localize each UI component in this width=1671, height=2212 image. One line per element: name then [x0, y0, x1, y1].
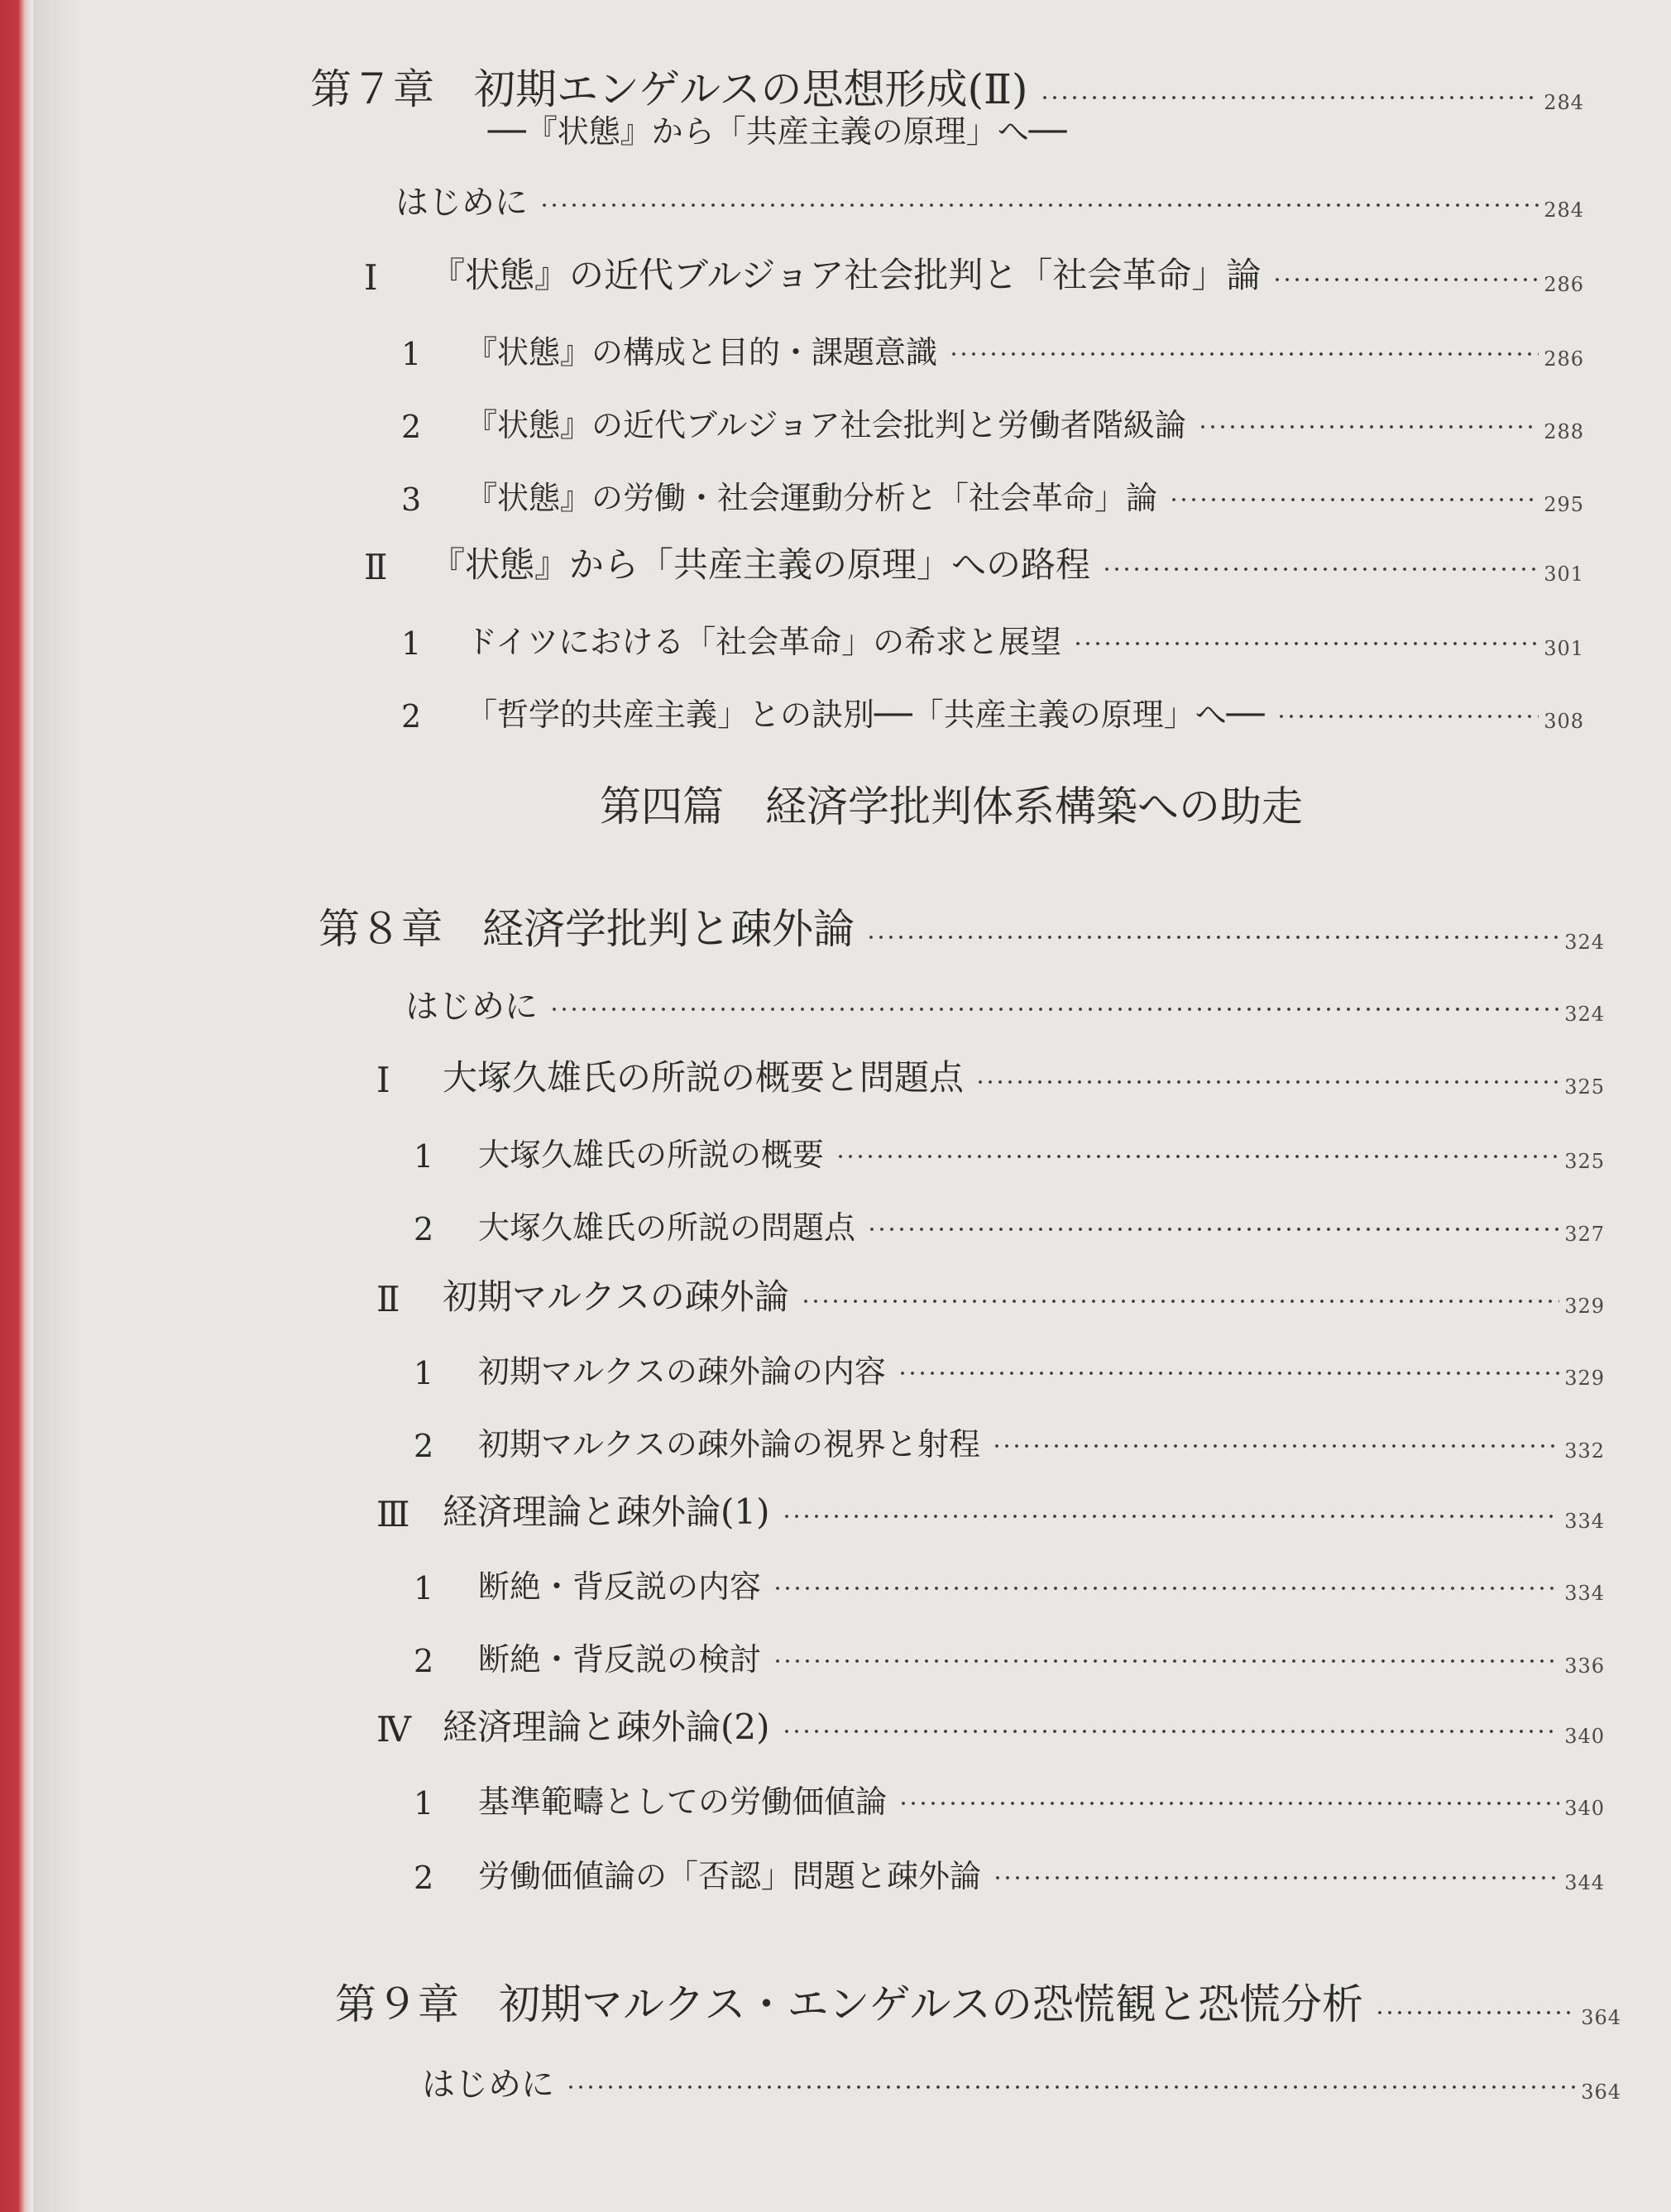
page-number: 340: [1564, 1797, 1605, 1820]
dot-leader: [898, 1800, 1559, 1807]
section-title: 大塚久雄氏の所説の概要と問題点: [443, 1057, 965, 1098]
section-number: Ⅱ: [376, 1279, 400, 1319]
entry-title: はじめに: [405, 988, 538, 1026]
dot-leader: [773, 1585, 1559, 1592]
dot-leader: [992, 1443, 1559, 1449]
part-heading: 第四篇 経済学批判体系構築への助走: [600, 783, 1303, 831]
dot-leader: [1375, 2009, 1576, 2016]
subsection-title: 「哲学的共産主義」との訣別──「共産主義の原理」へ──: [466, 697, 1265, 733]
dot-leader: [1102, 566, 1539, 572]
toc-subsection: [414, 1838, 1605, 1896]
dot-leader: [949, 351, 1539, 357]
dot-leader: [866, 934, 1559, 941]
page-number: 284: [1544, 199, 1584, 222]
page-number: 329: [1564, 1367, 1605, 1390]
page-number: 301: [1544, 563, 1584, 586]
dot-leader: [549, 1006, 1559, 1013]
chapter-title: 経済学批判と疎外論: [482, 905, 855, 953]
subsection-number: 2: [414, 1428, 434, 1464]
section-number: Ⅲ: [376, 1494, 410, 1535]
subsection-title: 『状態』の構成と目的・課題意識: [466, 334, 938, 371]
toc-section: [376, 1262, 1605, 1319]
page-number: 364: [1581, 2080, 1621, 2104]
dot-leader: [867, 1226, 1559, 1233]
toc-chapter-9: [335, 1973, 1621, 2031]
subsection-number: 1: [414, 1355, 434, 1391]
chapter-title: 初期マルクス・エンゲルスの恐慌観と恐慌分析: [499, 1980, 1363, 2028]
page-number: 364: [1581, 2006, 1621, 2029]
toc-introduction: [395, 165, 1584, 223]
subsection-title: 基準範疇としての労働価値論: [478, 1783, 888, 1820]
toc-section: [376, 1477, 1605, 1535]
dot-leader: [773, 1658, 1559, 1664]
subsection-title: 断絶・背反説の検討: [478, 1641, 762, 1678]
toc-subsection: [414, 1549, 1605, 1606]
subsection-number: 2: [414, 1860, 434, 1896]
toc-introduction: [405, 970, 1605, 1027]
subsection-title: 『状態』の近代ブルジョア社会批判と労働者階級論: [466, 407, 1186, 443]
dot-leader: [1040, 94, 1539, 101]
toc-section: [376, 1042, 1605, 1100]
page-number: 308: [1544, 710, 1584, 733]
subsection-title: 大塚久雄氏の所説の概要: [478, 1137, 825, 1173]
toc-section: [364, 529, 1584, 587]
subsection-number: 2: [414, 1643, 434, 1679]
section-title: 『状態』から「共産主義の原理」への路程: [430, 544, 1091, 585]
page-number: 327: [1564, 1223, 1605, 1246]
dot-leader: [1276, 713, 1539, 720]
page-number: 295: [1544, 493, 1584, 516]
toc-subsection: [401, 314, 1584, 372]
dot-leader: [539, 202, 1539, 208]
chapter-title: 初期エンゲルスの思想形成(Ⅱ): [474, 65, 1028, 113]
subsection-title: 断絶・背反説の内容: [478, 1568, 762, 1605]
toc-chapter-8: [318, 898, 1605, 955]
toc-subsection: [401, 677, 1584, 735]
entry-title: はじめに: [395, 184, 528, 222]
toc-subsection: [401, 460, 1584, 518]
subsection-title: 初期マルクスの疎外論の内容: [478, 1353, 886, 1390]
section-title: 『状態』の近代ブルジョア社会批判と「社会革命」論: [430, 255, 1262, 295]
subsection-title: 『状態』の労働・社会運動分析と「社会革命」論: [466, 480, 1158, 516]
toc-introduction: [422, 2047, 1621, 2105]
toc-subsection: [414, 1621, 1605, 1679]
toc-subsection: [414, 1333, 1605, 1391]
subsection-number: 1: [414, 1570, 434, 1606]
subsection-number: 2: [414, 1211, 434, 1247]
page-number: 340: [1564, 1725, 1605, 1748]
subsection-title: 大塚久雄氏の所説の問題点: [478, 1209, 856, 1246]
page-number: 301: [1544, 637, 1584, 660]
section-number: Ⅰ: [376, 1060, 390, 1100]
dot-leader: [1198, 424, 1539, 430]
subsection-number: 1: [414, 1785, 434, 1822]
subsection-number: 3: [401, 481, 422, 518]
page-number: 286: [1544, 347, 1584, 371]
toc-subsection: [414, 1190, 1605, 1247]
section-number: Ⅳ: [376, 1709, 411, 1750]
chapter-number: 第８章: [318, 905, 443, 953]
toc-section: [376, 1692, 1605, 1750]
page-number: 325: [1564, 1075, 1605, 1099]
subsection-number: 2: [401, 409, 422, 445]
subsection-title: ドイツにおける「社会革命」の希求と展望: [466, 624, 1062, 660]
page-number: 334: [1564, 1582, 1605, 1605]
subsection-title: 労働価値論の「否認」問題と疎外論: [478, 1858, 982, 1894]
dot-leader: [1272, 276, 1539, 283]
page-number: 336: [1564, 1654, 1605, 1678]
dot-leader: [566, 2084, 1576, 2090]
page-number: 288: [1544, 420, 1584, 443]
toc-subsection: [401, 387, 1584, 445]
dot-leader: [975, 1079, 1559, 1085]
section-title: 経済理論と疎外論(1): [443, 1491, 770, 1532]
page-number: 325: [1564, 1150, 1605, 1173]
toc-section: [364, 240, 1584, 298]
dot-leader: [898, 1370, 1559, 1377]
section-title: 経済理論と疎外論(2): [443, 1707, 770, 1747]
subsection-number: 1: [414, 1138, 434, 1175]
page-number: 329: [1564, 1295, 1605, 1318]
section-number: Ⅰ: [364, 257, 378, 298]
dot-leader: [993, 1874, 1559, 1881]
section-number: Ⅱ: [364, 547, 388, 587]
section-title: 初期マルクスの疎外論: [443, 1276, 789, 1317]
toc-subsection: [414, 1117, 1605, 1175]
dot-leader: [801, 1298, 1559, 1305]
dot-leader: [836, 1153, 1559, 1160]
chapter-number: 第７章: [310, 65, 434, 113]
subsection-number: 2: [401, 698, 422, 735]
dot-leader: [782, 1513, 1560, 1520]
dot-leader: [1073, 640, 1539, 647]
subsection-title: 初期マルクスの疎外論の視界と射程: [478, 1426, 980, 1463]
entry-title: はじめに: [422, 2066, 554, 2104]
page-number: 344: [1564, 1871, 1605, 1894]
chapter-subtitle: ──『状態』から「共産主義の原理」へ──: [488, 113, 1067, 150]
toc-subsection: [414, 1406, 1605, 1464]
page-number: 324: [1564, 1003, 1605, 1026]
page-number: 324: [1564, 931, 1605, 954]
subsection-number: 1: [401, 625, 422, 662]
toc-subsection: [414, 1764, 1605, 1822]
chapter-number: 第９章: [335, 1980, 459, 2028]
page-number: 286: [1544, 273, 1584, 296]
dot-leader: [782, 1728, 1560, 1735]
page-number: 334: [1564, 1510, 1605, 1533]
subsection-number: 1: [401, 336, 422, 372]
page-number: 332: [1564, 1439, 1605, 1463]
page-number: 284: [1544, 91, 1584, 114]
toc-subsection: [401, 604, 1584, 662]
dot-leader: [1169, 496, 1539, 503]
